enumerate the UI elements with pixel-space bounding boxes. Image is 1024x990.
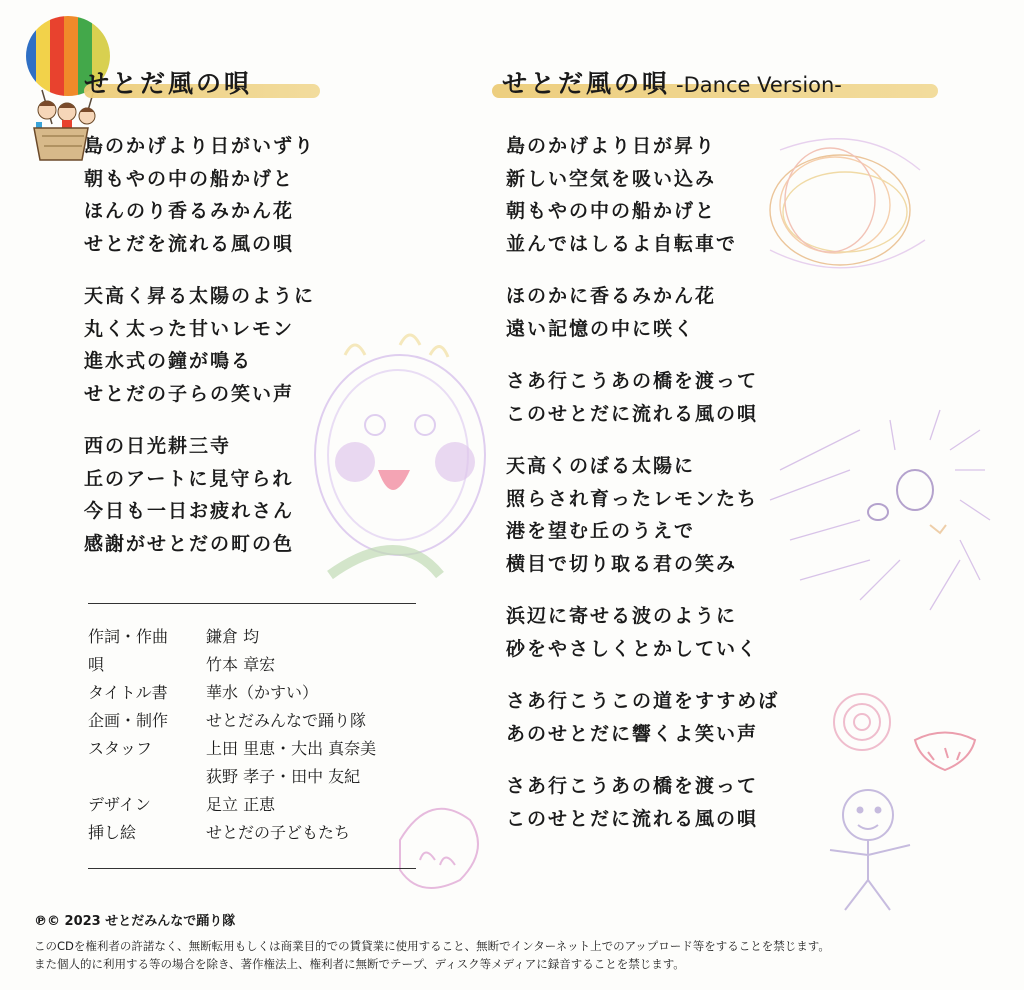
credits-bottom-divider (88, 868, 416, 869)
lyric-line: 丸く太った甘いレモン (84, 317, 295, 340)
lyric-line: 朝もやの中の船かげと (506, 200, 717, 222)
lyric-line: 天高くのぼる太陽に (506, 455, 696, 477)
credit-name: 荻野 孝子・田中 友紀 (206, 767, 361, 786)
credit-row (88, 623, 376, 651)
credit-name: 足立 正恵 (206, 795, 276, 814)
bottom-doodle-drawing (400, 809, 478, 888)
center-face-drawing (315, 335, 485, 575)
stick-figure-drawing (830, 790, 910, 910)
credit-name: せとだの子どもたち (206, 823, 351, 842)
lyric-line: せとだを流れる風の唄 (84, 232, 295, 255)
legal-notice-2: また個人的に利用する等の場合を除き、著作権法上、権利者に無断でテープ、ディスク等メディアに録音することを禁じます。 (34, 957, 685, 971)
lyrics-stanza (506, 280, 779, 345)
right-lyrics (506, 130, 779, 855)
lyric-line: 島のかげより日が昇り (506, 135, 717, 157)
credit-name: 上田 里恵・大出 真奈美 (206, 739, 377, 758)
right-title-subtitle: -Dance Version- (676, 73, 842, 97)
right-song-title (502, 64, 842, 100)
lyrics-stanza (506, 685, 779, 750)
lyric-line: 進水式の鐘が鳴る (84, 350, 253, 372)
flower-drawing (834, 694, 890, 750)
lyric-line: 横目で切り取る君の笑み (506, 552, 738, 575)
lyric-line: 港を望む丘のうえで (506, 520, 696, 542)
credit-role: 作詞・作曲 (88, 627, 169, 646)
lyric-line: 朝もやの中の船かげと (84, 167, 295, 190)
credits-list (88, 623, 376, 847)
lyrics-stanza (506, 600, 779, 665)
right-title-main: せとだ風の唄 (502, 69, 671, 98)
credit-role: タイトル書 (88, 683, 168, 702)
lyric-line: さあ行こうこの道をすすめば (506, 690, 780, 712)
lyric-line: 並んではしるよ自転車で (506, 232, 738, 255)
credit-name: 鎌倉 均 (206, 627, 260, 646)
credit-role: スタッフ (88, 739, 153, 758)
credit-role: 唄 (88, 655, 105, 674)
credit-name: 竹本 章宏 (206, 655, 276, 674)
lyric-line: 西の日光耕三寺 (84, 435, 232, 457)
scribble-sun-drawing (770, 139, 925, 268)
lyrics-stanza (506, 365, 779, 430)
lyric-line: このせとだに流れる風の唄 (506, 807, 759, 830)
lyrics-stanza (84, 130, 315, 260)
left-song-title: せとだ風の唄 (84, 69, 253, 98)
lyric-line: 島のかげより日がいずり (84, 135, 316, 157)
credits-top-divider (88, 603, 416, 604)
lyric-line: 浜辺に寄せる波のように (506, 605, 738, 627)
lyric-line: 照らされ育ったレモンたち (506, 487, 759, 510)
credit-row (88, 679, 376, 707)
lyric-line: 新しい空気を吸い込み (506, 167, 717, 190)
radiant-face-drawing (770, 410, 990, 610)
legal-notice-1: このCDを権利者の許諾なく、無断転用もしくは商業目的での賃貸業に使用すること、無断でインターネット上でのアップロード等をすることを禁じます。 (34, 939, 830, 953)
credit-row (88, 763, 376, 791)
lyric-line: 丘のアートに見守られ (84, 467, 294, 490)
lyric-line: 天高く昇る太陽のように (84, 285, 316, 307)
credit-row (88, 735, 376, 763)
lyric-line: さあ行こうあの橋を渡って (506, 370, 759, 392)
credit-name: 華水（かすい） (206, 683, 319, 702)
credit-row (88, 791, 376, 819)
lyric-line: あのせとだに響くよ笑い声 (506, 722, 759, 745)
candy-drawing (915, 733, 975, 771)
credit-role: デザイン (88, 795, 151, 814)
lyrics-stanza (84, 280, 315, 410)
credit-role: 企画・制作 (88, 711, 169, 730)
credit-row (88, 819, 376, 847)
lyrics-stanza (506, 130, 779, 260)
lyrics-stanza (506, 770, 779, 835)
left-lyrics (84, 130, 315, 580)
lyric-line: このせとだに流れる風の唄 (506, 402, 759, 425)
credit-role: 挿し絵 (88, 823, 137, 842)
lyrics-stanza (506, 450, 779, 580)
credit-row (88, 651, 376, 679)
lyric-line: 砂をやさしくとかしていく (506, 637, 759, 660)
credit-row (88, 707, 376, 735)
credit-role (88, 763, 206, 791)
lyric-line: ほんのり香るみかん花 (84, 200, 295, 222)
lyric-line: さあ行こうあの橋を渡って (506, 775, 759, 797)
credit-name: せとだみんなで踊り隊 (206, 711, 367, 730)
lyric-line: 遠い記憶の中に咲く (506, 317, 696, 340)
lyric-line: せとだの子らの笑い声 (84, 382, 295, 405)
lyric-line: 今日も一日お疲れさん (84, 500, 295, 522)
lyric-line: 感謝がせとだの町の色 (84, 532, 295, 555)
copyright-line: ℗© 2023 せとだみんなで踊り隊 (34, 914, 236, 929)
lyrics-stanza (84, 430, 315, 560)
lyric-line: ほのかに香るみかん花 (506, 285, 717, 307)
